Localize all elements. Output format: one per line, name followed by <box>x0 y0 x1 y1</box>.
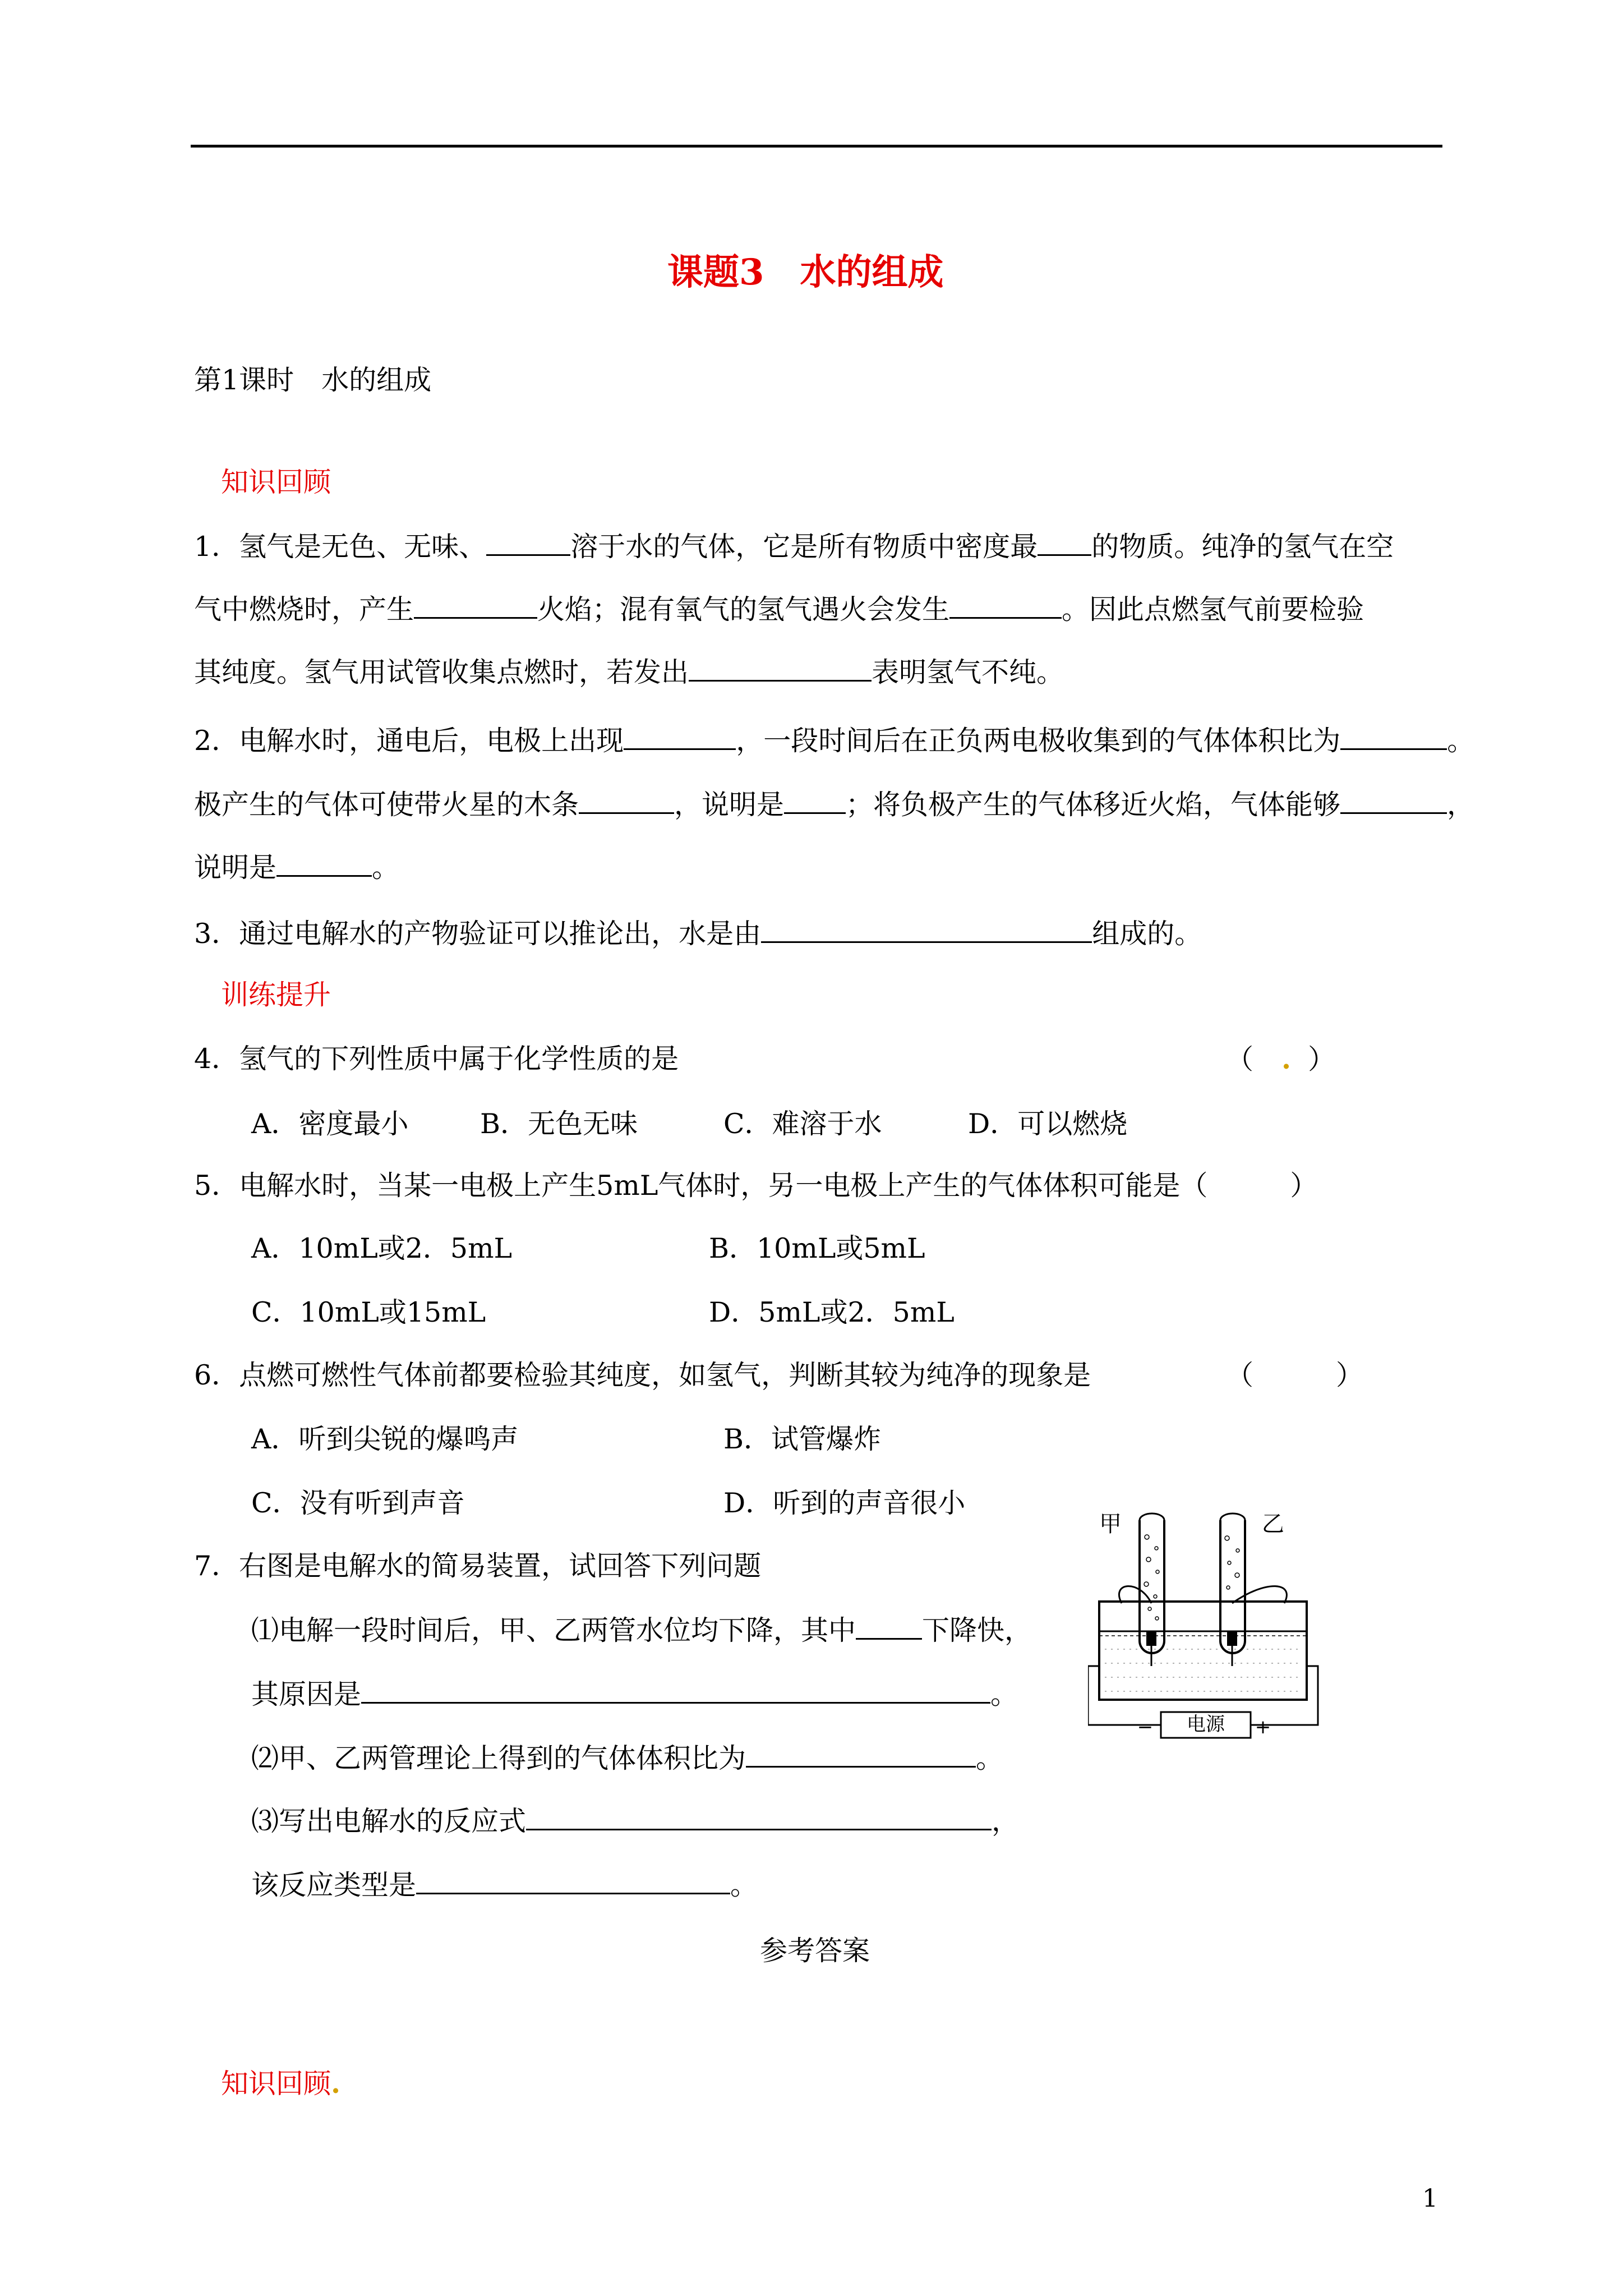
answer-blank[interactable] <box>1340 788 1447 814</box>
electrolysis-apparatus-figure <box>1088 1503 1340 1739</box>
question-4-answer-bracket[interactable]: （ . ） <box>1226 1043 1336 1075</box>
minus-terminal: − <box>1137 1716 1154 1738</box>
question-6-option-b: B．试管爆炸 <box>723 1423 882 1455</box>
page-number: 1 <box>1422 2184 1438 2213</box>
answer-blank[interactable] <box>784 788 846 814</box>
answer-blank[interactable] <box>416 1868 730 1894</box>
wire-left <box>1119 1586 1151 1666</box>
answer-blank[interactable] <box>1340 724 1447 750</box>
answer-blank[interactable] <box>361 1677 990 1704</box>
answer-blank[interactable] <box>486 530 570 556</box>
answer-blank[interactable] <box>689 655 872 682</box>
electrode-right <box>1227 1631 1237 1646</box>
question-7-part-1-reason: 其原因是 。 <box>251 1678 1018 1710</box>
question-3: 3．通过电解水的产物验证可以推论出，水是由 组成的。 <box>194 918 1202 950</box>
section-training-heading: 训练提升 <box>221 979 331 1011</box>
question-5-option-d: D．5mL或2．5mL <box>709 1296 955 1328</box>
question-4-option-a: A．密度最小 <box>251 1108 409 1140</box>
question-7-part-1: ⑴电解一段时间后，甲、乙两管水位均下降，其中 下降快， <box>251 1614 1032 1646</box>
answer-blank[interactable] <box>1038 530 1091 556</box>
answer-blank[interactable] <box>761 917 1092 943</box>
answer-blank[interactable] <box>276 850 372 877</box>
plus-terminal: + <box>1255 1716 1271 1738</box>
question-1-line-2: 气中燃烧时，产生 火焰；混有氧气的氢气遇火会发生 。因此点燃氢气前要检验 <box>194 593 1364 625</box>
question-2-line-3: 说明是 。 <box>194 852 400 884</box>
question-6-stem: 6．点燃可燃性气体前都要检验其纯度，如氢气，判断其较为纯净的现象是 <box>194 1359 1091 1391</box>
lesson-heading: 第1课时 水的组成 <box>194 364 432 396</box>
question-5-stem: 5．电解水时，当某一电极上产生5mL气体时，另一电极上产生的气体体积可能是（ ） <box>194 1170 1318 1202</box>
question-2-line-2: 极产生的气体可使带火星的木条 ，说明是 ；将负极产生的气体移近火焰，气体能够 ， <box>194 789 1475 821</box>
electrode-left <box>1146 1631 1156 1646</box>
question-4-option-c: C．难溶于水 <box>723 1108 882 1140</box>
question-7-part-4: 该反应类型是 。 <box>251 1869 758 1901</box>
question-1-line-3: 其纯度。氢气用试管收集点燃时，若发出 表明氢气不纯。 <box>194 656 1064 688</box>
section-review-heading: 知识回顾 <box>221 466 331 498</box>
answers-heading: 参考答案 <box>760 1935 870 1967</box>
question-6-option-c: C．没有听到声音 <box>251 1487 465 1519</box>
question-7-stem: 7．右图是电解水的简易装置，试回答下列问题 <box>194 1550 762 1582</box>
header-rule <box>191 145 1442 148</box>
question-6-option-d: D．听到的声音很小 <box>723 1487 966 1519</box>
answer-blank[interactable] <box>746 1741 976 1768</box>
question-1-line-1: 1．氢气是无色、无味、 溶于水的气体，它是所有物质中密度最 的物质。纯净的氢气在空 <box>194 531 1394 563</box>
question-2-line-1: 2．电解水时，通电后，电极上出现 ，一段时间后在正负两电极收集到的气体体积比为 。 <box>194 725 1475 757</box>
question-7-part-2: ⑵甲、乙两管理论上得到的气体体积比为 。 <box>251 1742 1004 1774</box>
answer-blank[interactable] <box>624 724 736 750</box>
water-basin <box>1099 1602 1307 1700</box>
question-6-option-a: A．听到尖锐的爆鸣声 <box>251 1423 519 1455</box>
power-supply-label: 电源 <box>1187 1713 1225 1736</box>
page-title: 课题3 水的组成 <box>667 251 944 293</box>
answer-blank[interactable] <box>949 592 1062 619</box>
answers-review-heading: 知识回顾. <box>221 2067 341 2100</box>
answer-blank[interactable] <box>856 1613 922 1640</box>
question-4-option-d: D．可以燃烧 <box>968 1108 1128 1140</box>
tube-right-label: 乙 <box>1262 1511 1284 1537</box>
question-4-stem: 4．氢气的下列性质中属于化学性质的是 <box>194 1043 679 1075</box>
question-5-option-c: C．10mL或15mL <box>251 1296 486 1328</box>
question-5-option-b: B．10mL或5mL <box>709 1232 925 1264</box>
tube-left-label: 甲 <box>1099 1511 1122 1537</box>
question-4-option-b: B．无色无味 <box>480 1108 638 1140</box>
wire-right <box>1232 1586 1287 1666</box>
question-7-part-3: ⑶写出电解水的反应式 ， <box>251 1805 1020 1837</box>
answer-blank[interactable] <box>526 1804 992 1830</box>
question-5-option-a: A．10mL或2．5mL <box>251 1232 513 1264</box>
answer-blank[interactable] <box>414 592 537 619</box>
answer-blank[interactable] <box>579 788 674 814</box>
question-6-answer-bracket[interactable]: （ ） <box>1226 1359 1364 1391</box>
